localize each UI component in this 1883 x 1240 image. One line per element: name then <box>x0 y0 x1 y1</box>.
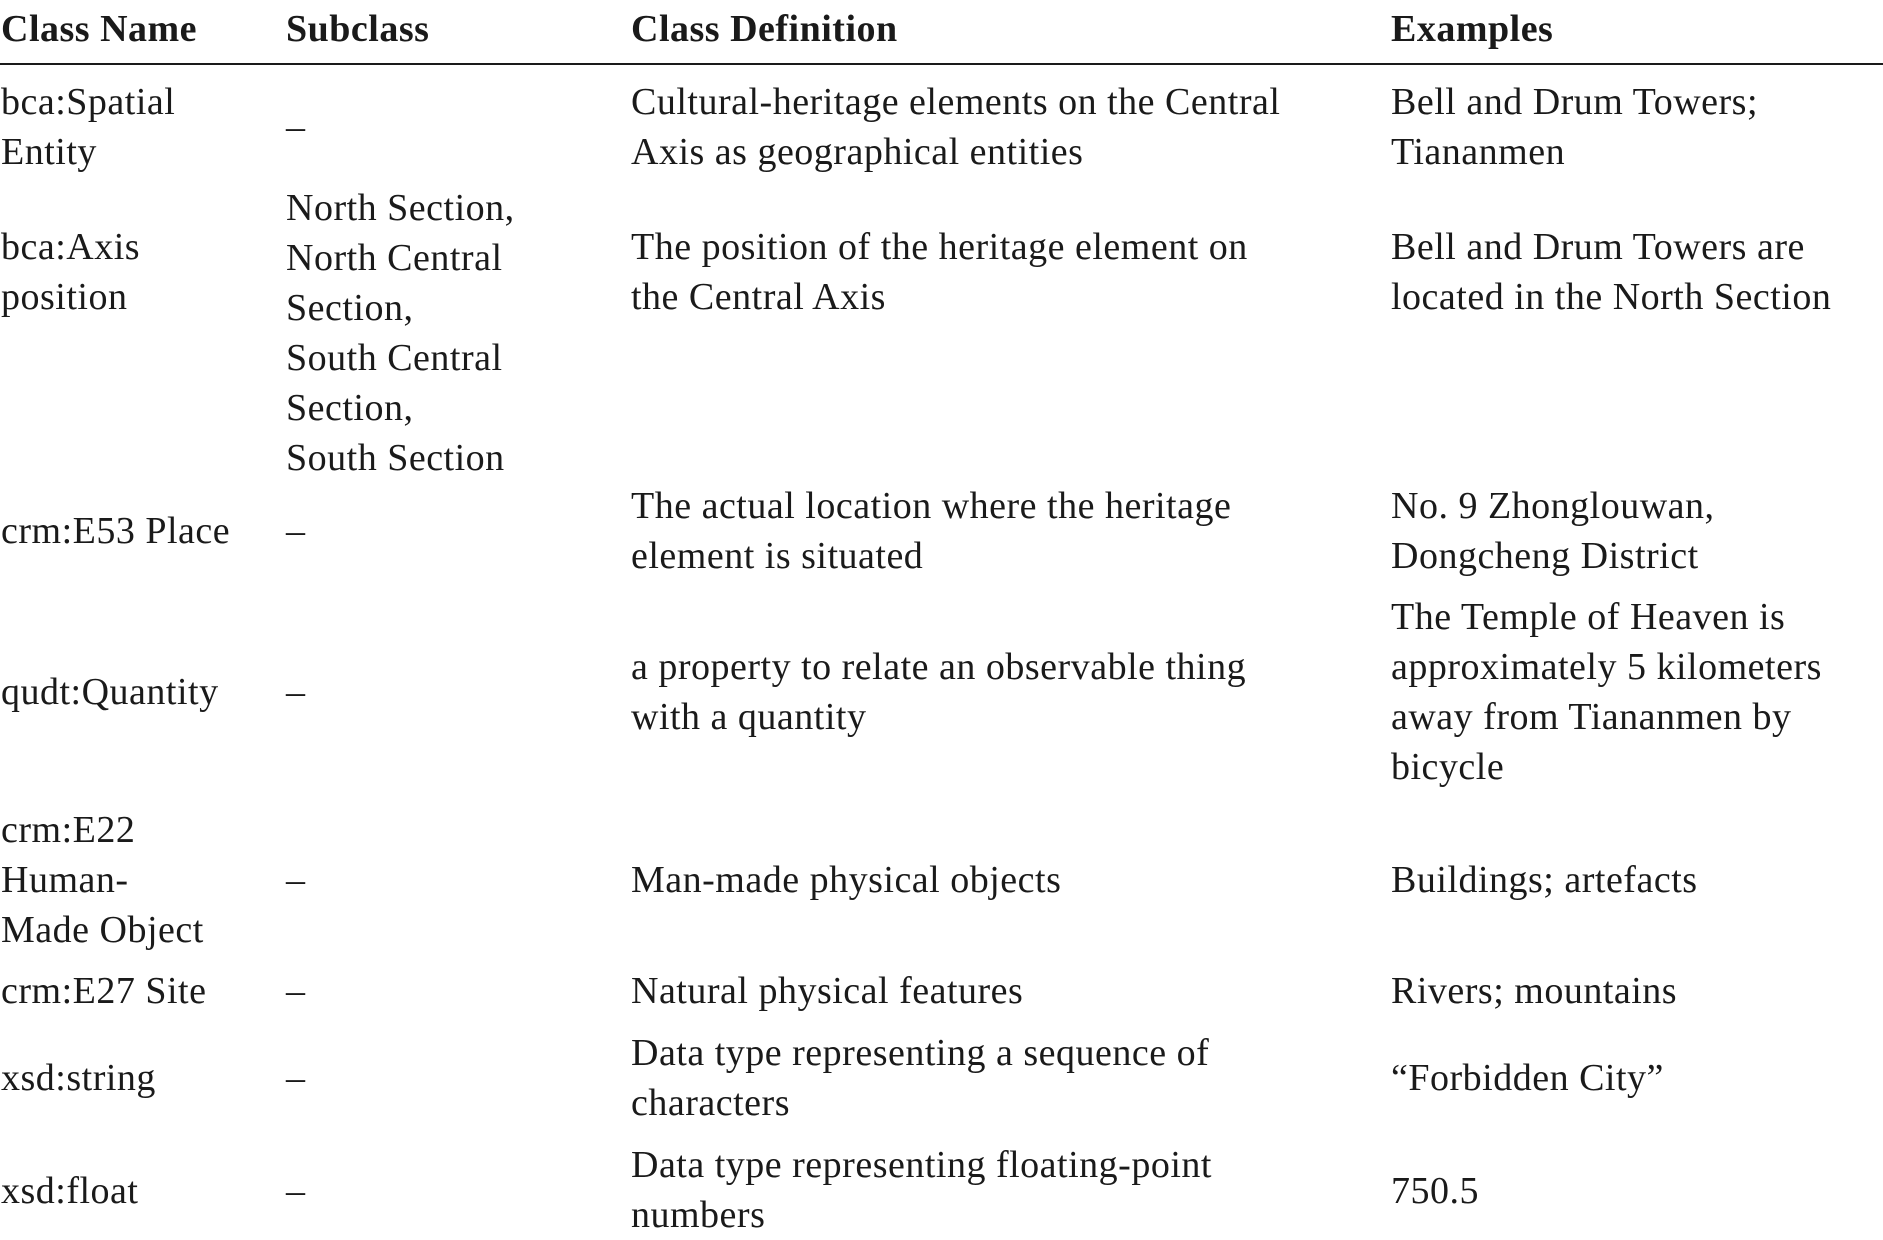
row-7-class-name: xsd:float <box>1 1170 139 1212</box>
row-2-class-name: crm:E53 Place <box>1 510 231 552</box>
row-0-class-name: bca:Spatial Entity <box>1 81 176 173</box>
row-4-subclass: – <box>286 859 306 901</box>
row-7-class-definition: Data type representing floating-point numbers <box>631 1144 1212 1236</box>
row-5-subclass: – <box>286 970 306 1012</box>
row-6-class-definition: Data type representing a sequence of characters <box>631 1032 1210 1124</box>
row-1-examples: Bell and Drum Towers are located in the North Section <box>1391 226 1832 318</box>
row-0-subclass: – <box>286 106 306 148</box>
row-4-class-definition: Man-made physical objects <box>631 859 1062 901</box>
row-6-class-name: xsd:string <box>1 1057 156 1099</box>
row-2-subclass: – <box>286 510 306 552</box>
row-1-class-name: bca:Axis position <box>1 226 141 318</box>
row-5-examples: Rivers; mountains <box>1391 970 1678 1012</box>
row-5-class-definition: Natural physical features <box>631 970 1024 1012</box>
row-0-class-definition: Cultural-heritage elements on the Central Axis as geographical entities <box>631 81 1281 173</box>
header-examples: Examples <box>1391 8 1554 50</box>
header-subclass: Subclass <box>286 8 430 50</box>
row-6-subclass: – <box>286 1057 306 1099</box>
header-class-definition: Class Definition <box>631 8 898 50</box>
row-0-examples: Bell and Drum Towers; Tiananmen <box>1391 81 1759 173</box>
row-7-examples: 750.5 <box>1391 1170 1479 1212</box>
row-2-class-definition: The actual location where the heritage element is situated <box>631 485 1232 577</box>
row-3-class-name: qudt:Quantity <box>1 671 219 713</box>
row-5-class-name: crm:E27 Site <box>1 970 207 1012</box>
header-class-name: Class Name <box>1 8 198 50</box>
row-3-class-definition: a property to relate an observable thing with a quantity <box>631 646 1247 738</box>
row-6-examples: “Forbidden City” <box>1391 1057 1664 1099</box>
row-1-subclass: North Section, North Central Section, South Central Section, South Section <box>286 187 515 479</box>
row-4-class-name: crm:E22 Human- Made Object <box>1 809 204 951</box>
row-2-examples: No. 9 Zhonglouwan, Dongcheng District <box>1391 485 1715 577</box>
row-3-subclass: – <box>286 671 306 713</box>
row-4-examples: Buildings; artefacts <box>1391 859 1698 901</box>
row-1-class-definition: The position of the heritage element on the Central Axis <box>631 226 1248 318</box>
row-7-subclass: – <box>286 1170 306 1212</box>
header-rule <box>0 63 1883 65</box>
row-3-examples: The Temple of Heaven is approximately 5 kilometers away from Tiananmen by bicycle <box>1391 596 1822 788</box>
